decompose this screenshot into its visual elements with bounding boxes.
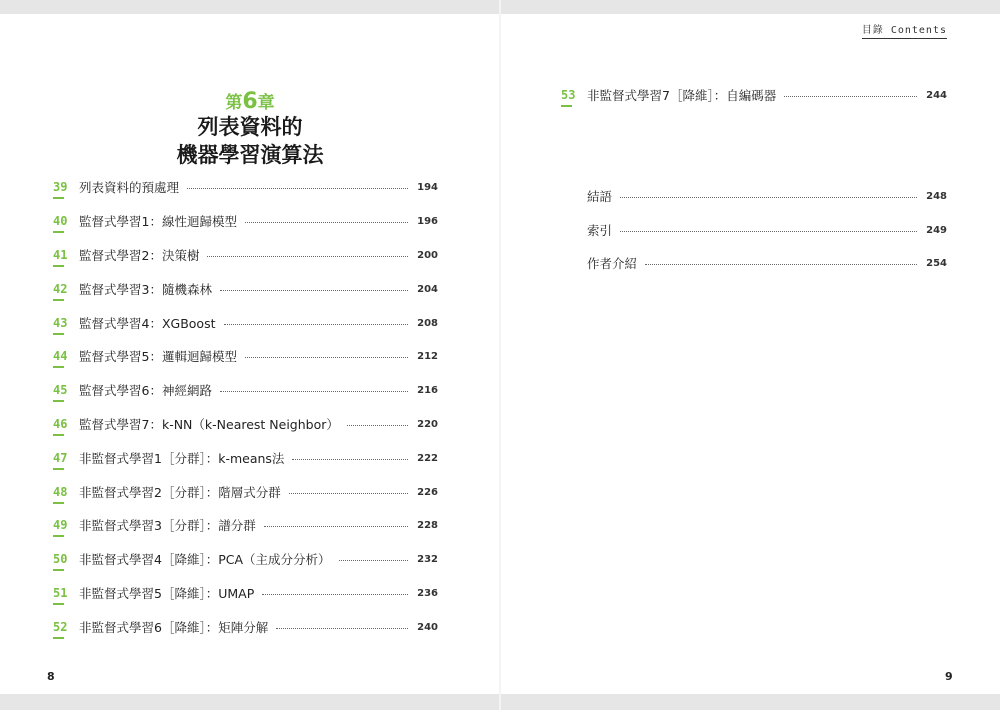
entry-number: 51 (53, 586, 79, 600)
page-number-left: 8 (47, 670, 55, 683)
entry-page: 249 (926, 224, 947, 236)
entry-number: 41 (53, 248, 79, 262)
entry-page: 220 (417, 418, 438, 430)
toc-entry[interactable] (53, 550, 438, 568)
entry-page: 212 (417, 350, 438, 362)
entry-title: 作者介紹 (587, 256, 638, 271)
dot-leader (620, 197, 917, 198)
entry-number: 45 (53, 383, 79, 397)
chapter-title-line2: 機器學習演算法 (176, 143, 324, 167)
entry-page: 208 (417, 317, 438, 329)
entry-number: 53 (561, 88, 587, 102)
dot-leader (207, 256, 408, 257)
dot-leader (347, 425, 408, 426)
entry-page: 244 (926, 89, 947, 101)
entry-page: 232 (417, 553, 438, 565)
entry-page: 222 (417, 452, 438, 464)
entry-page: 254 (926, 257, 947, 269)
entry-page: 240 (417, 621, 438, 633)
entry-page: 236 (417, 587, 438, 599)
chapter-suffix: 章 (257, 93, 275, 113)
entry-title: 非監督式學習4［降維］：PCA（主成分分析） (79, 552, 331, 567)
toc-entry[interactable] (53, 212, 438, 230)
page-number-right: 9 (945, 670, 953, 683)
back-matter-entry[interactable] (587, 254, 947, 272)
running-header: 目錄 Contents (862, 21, 947, 39)
entry-title: 結語 (587, 189, 613, 204)
entry-page: 248 (926, 190, 947, 202)
dot-leader (220, 290, 408, 291)
entry-title: 監督式學習7：k-NN（k-Nearest Neighbor） (79, 417, 339, 432)
entry-page: 216 (417, 384, 438, 396)
chapter-prefix: 第 (225, 93, 243, 113)
dot-leader (620, 231, 917, 232)
toc-entry[interactable] (53, 449, 438, 467)
entry-number: 42 (53, 282, 79, 296)
entry-title: 索引 (587, 223, 613, 238)
dot-leader (245, 222, 408, 223)
entry-title: 非監督式學習2［分群］：階層式分群 (79, 485, 281, 500)
dot-leader (262, 594, 408, 595)
entry-page: 196 (417, 215, 438, 227)
entry-number: 50 (53, 552, 79, 566)
toc-entry[interactable] (53, 246, 438, 264)
back-matter-entry[interactable] (587, 221, 947, 239)
toc-entry[interactable] (53, 483, 438, 501)
entry-number: 39 (53, 180, 79, 194)
toc-entry[interactable] (53, 618, 438, 636)
entry-title: 非監督式學習6［降維］：矩陣分解 (79, 620, 269, 635)
dot-leader (339, 560, 408, 561)
entry-number: 40 (53, 214, 79, 228)
dot-leader (292, 459, 408, 460)
entry-number: 44 (53, 349, 79, 363)
entry-title: 監督式學習4：XGBoost (79, 316, 216, 331)
entry-title: 監督式學習6：神經網路 (79, 383, 212, 398)
toc-entry[interactable] (53, 280, 438, 298)
toc-entry[interactable] (53, 347, 438, 365)
back-matter-entry[interactable] (587, 187, 947, 205)
dot-leader (245, 357, 408, 358)
entry-page: 228 (417, 519, 438, 531)
toc-entry[interactable] (53, 178, 438, 196)
entry-title: 非監督式學習7［降維］：自編碼器 (587, 88, 777, 103)
toc-entry[interactable] (53, 584, 438, 602)
entry-number: 52 (53, 620, 79, 634)
entry-title: 非監督式學習5［降維］：UMAP (79, 586, 255, 601)
dot-leader (220, 391, 408, 392)
entry-number: 47 (53, 451, 79, 465)
entry-title: 非監督式學習1［分群］：k-means法 (79, 451, 285, 466)
toc-entry[interactable] (53, 381, 438, 399)
entry-page: 194 (417, 181, 438, 193)
chapter-title (0, 113, 500, 169)
chapter-label (0, 88, 500, 114)
entry-number: 46 (53, 417, 79, 431)
entry-title: 監督式學習1：線性迴歸模型 (79, 214, 237, 229)
toc-entry[interactable] (53, 415, 438, 433)
dot-leader (187, 188, 408, 189)
toc-entry[interactable] (53, 314, 438, 332)
toc-entry[interactable] (561, 86, 947, 104)
entry-page: 200 (417, 249, 438, 261)
entry-page: 226 (417, 486, 438, 498)
entry-title: 列表資料的預處理 (79, 180, 180, 195)
dot-leader (224, 324, 409, 325)
toc-entry[interactable] (53, 516, 438, 534)
entry-title: 監督式學習5：邏輯迴歸模型 (79, 349, 237, 364)
entry-number: 43 (53, 316, 79, 330)
entry-title: 監督式學習3：隨機森林 (79, 282, 212, 297)
entry-number: 48 (53, 485, 79, 499)
entry-title: 監督式學習2：決策樹 (79, 248, 200, 263)
entry-page: 204 (417, 283, 438, 295)
dot-leader (784, 96, 917, 97)
chapter-number: 6 (242, 89, 258, 114)
dot-leader (276, 628, 408, 629)
entry-number: 49 (53, 518, 79, 532)
dot-leader (264, 526, 408, 527)
entry-title: 非監督式學習3［分群］：譜分群 (79, 518, 256, 533)
chapter-title-line1: 列表資料的 (197, 115, 303, 139)
dot-leader (289, 493, 408, 494)
dot-leader (645, 264, 917, 265)
